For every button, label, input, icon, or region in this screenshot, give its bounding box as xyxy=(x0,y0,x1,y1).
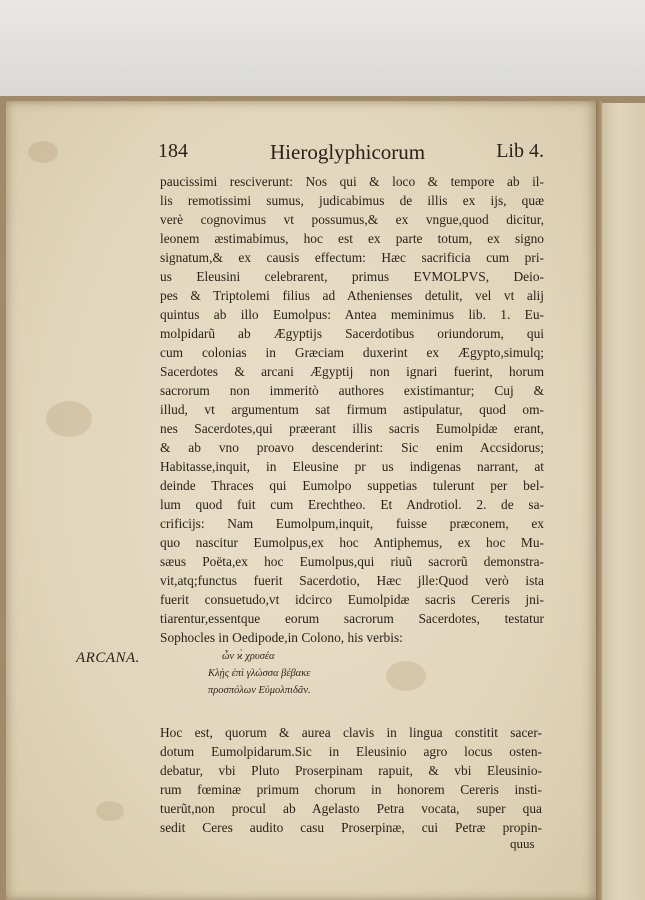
text-line: pes & Triptolemi filius ad Athenienses detulit, vel vt alij xyxy=(160,288,544,303)
text-line: rum fœminæ primum chorum in honorem Cereris insti- xyxy=(160,782,542,797)
text-line: paucissimi resciverunt: Nos qui & loco & tempore ab il- xyxy=(160,174,544,189)
main-text-block xyxy=(160,172,544,647)
text-line: signatum,& ex causis effectum: Hæc sacrificia cum pri- xyxy=(160,250,544,265)
text-line: molpidarũ ab Ægyptijs Sacerdotibus oriundorum, qui xyxy=(160,326,544,341)
text-line: crificijs: Nam Eumolpum,inquit, fuisse præconem, ex xyxy=(160,516,544,531)
text-line: tuerũt,non procul ab Agelasto Petra vocata, super qua xyxy=(160,801,542,816)
text-line: Sacerdotes & arcani Ægyptij non ignari fuerint, horum xyxy=(160,364,544,379)
margin-note: ARCANA. xyxy=(76,650,140,666)
text-line: quintus ab illo Eumolpus: Antea meminimus lib. 1. Eu- xyxy=(160,307,544,322)
page-number: 184 xyxy=(158,140,188,162)
text-line: deinde Thraces qui Eumolpo suppetias tulerunt per bel- xyxy=(160,478,544,493)
second-text-block xyxy=(160,723,542,837)
book-number: Lib 4. xyxy=(496,140,544,162)
text-line: nes Sacerdotes,qui præerant illis sacris Eumolpidæ erant, xyxy=(160,421,544,436)
text-line: dotum Eumolpidarum.Sic in Eleusinio agro locus osten- xyxy=(160,744,542,759)
greek-line: ὧν ϰ̀ χρυσέα xyxy=(222,651,275,662)
text-line: quo nascitur Eumolpus,ex hoc Antiphemus, ex hoc Mu- xyxy=(160,535,544,550)
text-line: verè cognovimus vt possumus,& ex vngue,quod dicitur, xyxy=(160,212,544,227)
page-gutter xyxy=(596,101,602,900)
text-line: sedit Ceres audito casu Proserpinæ, cui Petræ propin- xyxy=(160,820,542,835)
text-line: leonem æstimabimus, hoc est ex parte totum, ex signo xyxy=(160,231,544,246)
text-line: Hoc est, quorum & aurea clavis in lingua constitit sacer- xyxy=(160,725,542,740)
text-line: lum quod fuit cum Erechtheo. Et Androtiol. 2. de sa- xyxy=(160,497,544,512)
facing-page-edge xyxy=(600,103,645,900)
text-line: sacrorum non immeritò authores existimantur; Cuj & xyxy=(160,383,544,398)
text-line: cum colonias in Græciam duxerint ex Ægypto,simulq; xyxy=(160,345,544,360)
greek-line: προσπόλων Εὐμολπιδᾶν. xyxy=(208,685,311,696)
text-line: Habitasse,inquit, in Eleusine pr us indigenas narrant, at xyxy=(160,459,544,474)
greek-quotation xyxy=(208,648,311,699)
running-title: Hieroglyphicorum xyxy=(270,140,426,164)
text-line: sæus Poëta,ex hoc Eumolpus,qui riuũ sacrorũ demonstra- xyxy=(160,554,544,569)
text-line: vit,atq;functus fuerit Sacerdotio, Hæc jlle:Quod verò ista xyxy=(160,573,544,588)
text-line: illud, vt argumentum sat firmum astipulatur, quod om- xyxy=(160,402,544,417)
text-line: fuerit consuetudo,vt idcirco Eumolpidæ sacris Cereris jni- xyxy=(160,592,544,607)
text-line-last: Sophocles in Oedipode,in Colono, his verbis: xyxy=(160,630,403,645)
text-line: us Eleusini celebrarent, primus EVMOLPVS, Deio- xyxy=(160,269,544,284)
running-header xyxy=(158,140,544,170)
text-line: & ab vno proavo descenderint: Sic enim Accsidorus; xyxy=(160,440,544,455)
catchword: quus xyxy=(510,836,535,851)
table-background xyxy=(0,0,645,100)
text-line: debatur, vbi Pluto Proserpinam rapuit, & vbi Eleusinio- xyxy=(160,763,542,778)
text-line: lis remotissimi sumus, judicabimus de illis ex ijs, quæ xyxy=(160,193,544,208)
greek-line: Κλῂς ἐπὶ γλώσσα βέβακε xyxy=(208,668,311,679)
text-line: tiarentur,essentque eorum sacrorum Sacerdotes, testatur xyxy=(160,611,544,626)
